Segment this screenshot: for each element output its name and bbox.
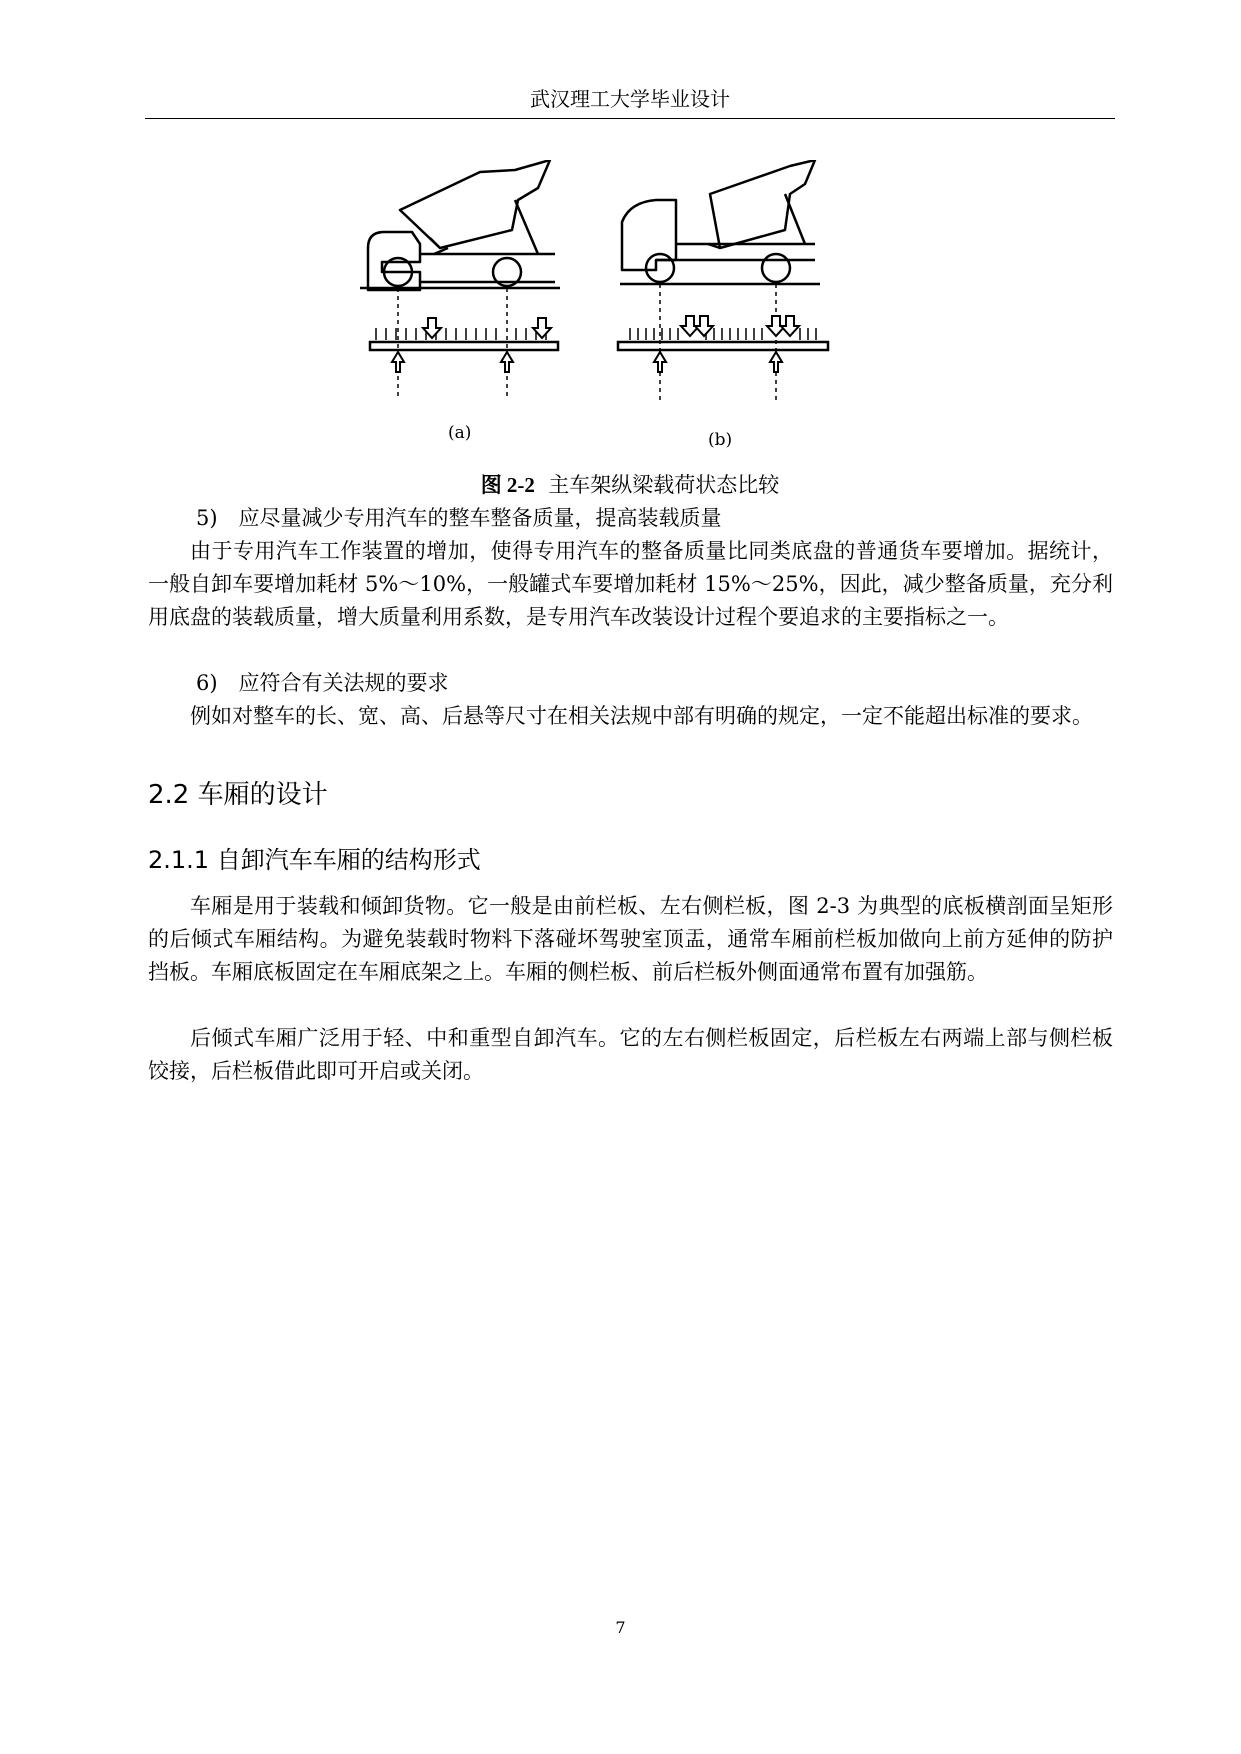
- item6-title: 6) 应符合有关法规的要求: [196, 671, 449, 695]
- header-rule: [145, 118, 1115, 119]
- figure-caption-number: 图 2-2: [480, 473, 535, 497]
- page-header: 武汉理工大学毕业设计: [530, 87, 730, 111]
- section2-paragraph-2: 后倾式车厢广泛用于轻、中和重型自卸汽车。它的左右侧栏板固定，后栏板左右两端上部与侧栏板饺接，后栏板借此即可开启或关闭。: [148, 1026, 1113, 1083]
- truck-a-drawing: [360, 160, 560, 290]
- page-number: 7: [615, 1618, 626, 1637]
- truck-load-figure: [360, 160, 880, 460]
- section-heading: 2.2 车厢的设计: [148, 780, 328, 810]
- section2-paragraph-1: 车厢是用于装载和倾卸货物。它一般是由前栏板、左右侧栏板，图 2-3 为典型的底板横剖面呈矩形的后倾式车厢结构。为避免装载时物料下落碰坏驾驶室顶盂，通常车厢前栏板加做向上前方延伸的防护挡板。车厢底板固定在车厢底架之上。车厢的侧栏板、前后栏板外侧面通常布置有加强筋。: [148, 894, 1113, 984]
- figure-caption: [145, 470, 1115, 500]
- figure-label-b: (b): [708, 430, 733, 450]
- item6-paragraph: 例如对整车的长、宽、高、后悬等尺寸在相关法规中部有明确的规定，一定不能超出标准的要求。: [190, 704, 1093, 728]
- item5-paragraph: 由于专用汽车工作装置的增加，使得专用汽车的整备质量比同类底盘的普通货车要增加。据统计，一般自卸车要增加耗材 5%～10%，一般罐式车要增加耗材 15%～25%，因此，减少整备质量，充分利用底盘的装载质量，增大质量利用系数，是专用汽车改装设计过程个要追求的主要指标之一。: [148, 539, 1113, 629]
- figure-caption-text: 主车架纵梁载荷状态比较: [548, 473, 780, 497]
- figure-label-a: (a): [448, 423, 472, 443]
- item5-title: 5) 应尽量减少专用汽车的整车整备质量，提高装载质量: [196, 506, 722, 530]
- subsection-heading: 2.1.1 自卸汽车车厢的结构形式: [148, 846, 481, 874]
- truck-b-drawing: [620, 160, 820, 284]
